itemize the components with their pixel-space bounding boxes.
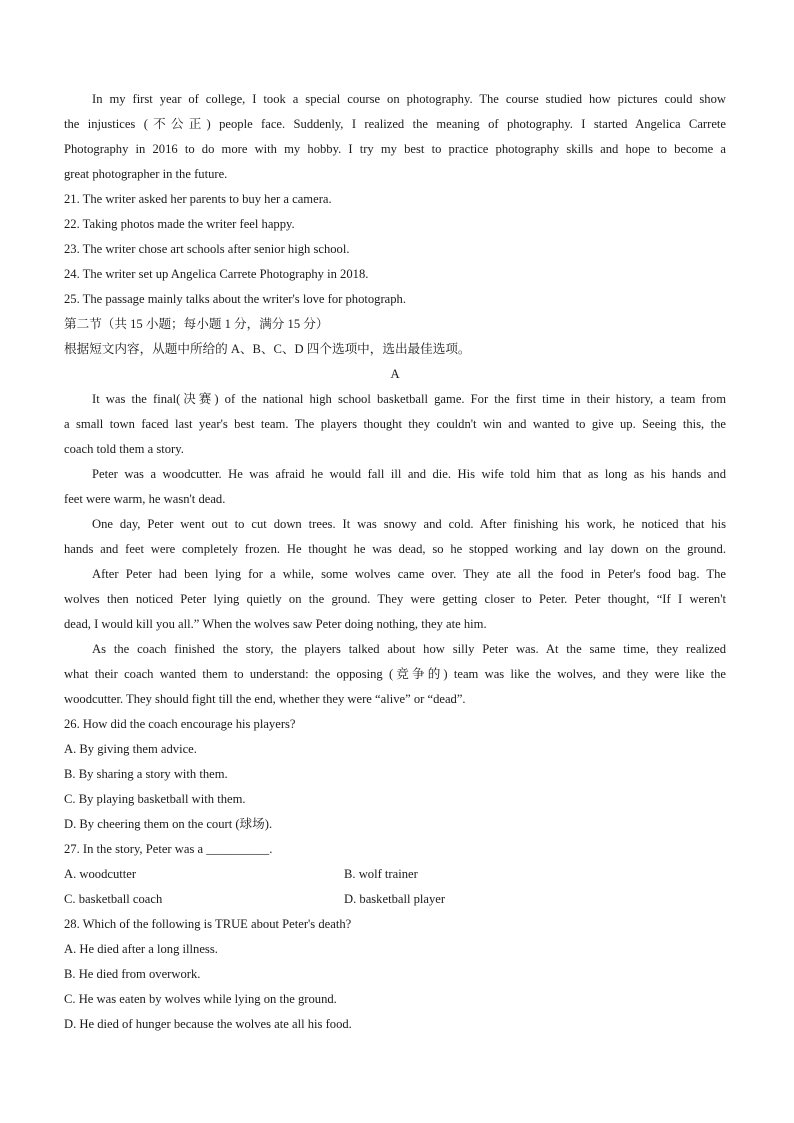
- option-d: D. He died of hunger because the wolves ate all his food.: [64, 1017, 352, 1031]
- question-item: 22. Taking photos made the writer feel happy.: [64, 217, 295, 231]
- paragraph-line: wolves then noticed Peter lying quietly on the ground. They were getting closer to Peter. Peter thought, “If I weren't: [64, 592, 726, 606]
- paragraph-line: After Peter had been lying for a while, some wolves came over. They ate all the food in Peter's food bag. The: [92, 567, 726, 581]
- paragraph-line: coach told them a story.: [64, 442, 184, 456]
- paragraph-line: woodcutter. They should fight till the end, whether they were “alive” or “dead”.: [64, 692, 466, 706]
- question-stem: 28. Which of the following is TRUE about Peter's death?: [64, 917, 352, 931]
- options-row: [64, 887, 726, 912]
- passage-label: A: [390, 367, 400, 381]
- passage-paragraph-4: [64, 562, 726, 637]
- paragraph-line: It was the final(决赛) of the national high school basketball game. For the first time in their history, a team from: [92, 392, 726, 406]
- option-b: B. By sharing a story with them.: [64, 767, 228, 781]
- question-item: 25. The passage mainly talks about the writer's love for photograph.: [64, 292, 406, 306]
- question-26: [64, 712, 726, 837]
- question-item: 21. The writer asked her parents to buy her a camera.: [64, 192, 332, 206]
- paragraph-line: feet were warm, he wasn't dead.: [64, 492, 226, 506]
- options-row: [64, 862, 726, 887]
- passage-paragraph-1: [64, 387, 726, 462]
- paragraph-line: One day, Peter went out to cut down trees. It was snowy and cold. After finishing his work, he noticed that his: [92, 517, 726, 531]
- section-heading: 第二节（共 15 小题；每小题 1 分，满分 15 分）: [64, 317, 329, 331]
- paragraph-line: In my first year of college, I took a special course on photography. The course studied how pictures could show: [92, 92, 726, 106]
- paragraph-line: Photography in 2016 to do more with my hobby. I try my best to practice photography skills and hope to become a: [64, 142, 726, 156]
- paragraph-line: Peter was a woodcutter. He was afraid he would fall ill and die. His wife told him that as long as his hands and: [92, 467, 726, 481]
- option-b: B. wolf trainer: [344, 867, 418, 881]
- option-a: A. He died after a long illness.: [64, 942, 218, 956]
- question-27: [64, 837, 726, 912]
- question-stem: 26. How did the coach encourage his players?: [64, 717, 296, 731]
- option-c: C. He was eaten by wolves while lying on the ground.: [64, 992, 337, 1006]
- question-stem: 27. In the story, Peter was a __________.: [64, 842, 273, 856]
- option-c: C. By playing basketball with them.: [64, 792, 246, 806]
- paragraph-line: what their coach wanted them to understand: the opposing (竞争的) team was like the wolves, and they were like the: [64, 667, 726, 681]
- passage-paragraph-3: [64, 512, 726, 562]
- paragraph-line: a small town faced last year's best team. The players thought they couldn't win and wanted to give up. Seeing this, the: [64, 417, 726, 431]
- paragraph-line: dead, I would kill you all.” When the wolves saw Peter doing nothing, they ate him.: [64, 617, 487, 631]
- option-a: A. woodcutter: [64, 867, 137, 881]
- paragraph-line: great photographer in the future.: [64, 167, 228, 181]
- true-false-questions: [64, 187, 726, 312]
- section-instruction: 根据短文内容，从题中所给的 A、B、C、D 四个选项中，选出最佳选项。: [64, 342, 471, 356]
- option-c: C. basketball coach: [64, 892, 163, 906]
- option-d: D. basketball player: [344, 892, 446, 906]
- passage-paragraph-5: [64, 637, 726, 712]
- paragraph-line: the injustices (不公正) people face. Suddenly, I realized the meaning of photography. I started Angelica Carrete: [64, 117, 726, 131]
- paragraph-line: hands and feet were completely frozen. He thought he was dead, so he stopped working and lay down on the ground.: [64, 542, 726, 556]
- intro-paragraph: [64, 87, 726, 187]
- passage-paragraph-2: [64, 462, 726, 512]
- question-item: 24. The writer set up Angelica Carrete Photography in 2018.: [64, 267, 369, 281]
- question-28: [64, 912, 726, 1037]
- option-d: D. By cheering them on the court (球场).: [64, 817, 273, 831]
- question-item: 23. The writer chose art schools after senior high school.: [64, 242, 350, 256]
- option-a: A. By giving them advice.: [64, 742, 197, 756]
- paragraph-line: As the coach finished the story, the players talked about how silly Peter was. At the same time, they realized: [92, 642, 726, 656]
- option-b: B. He died from overwork.: [64, 967, 201, 981]
- worksheet-page: [64, 87, 726, 1037]
